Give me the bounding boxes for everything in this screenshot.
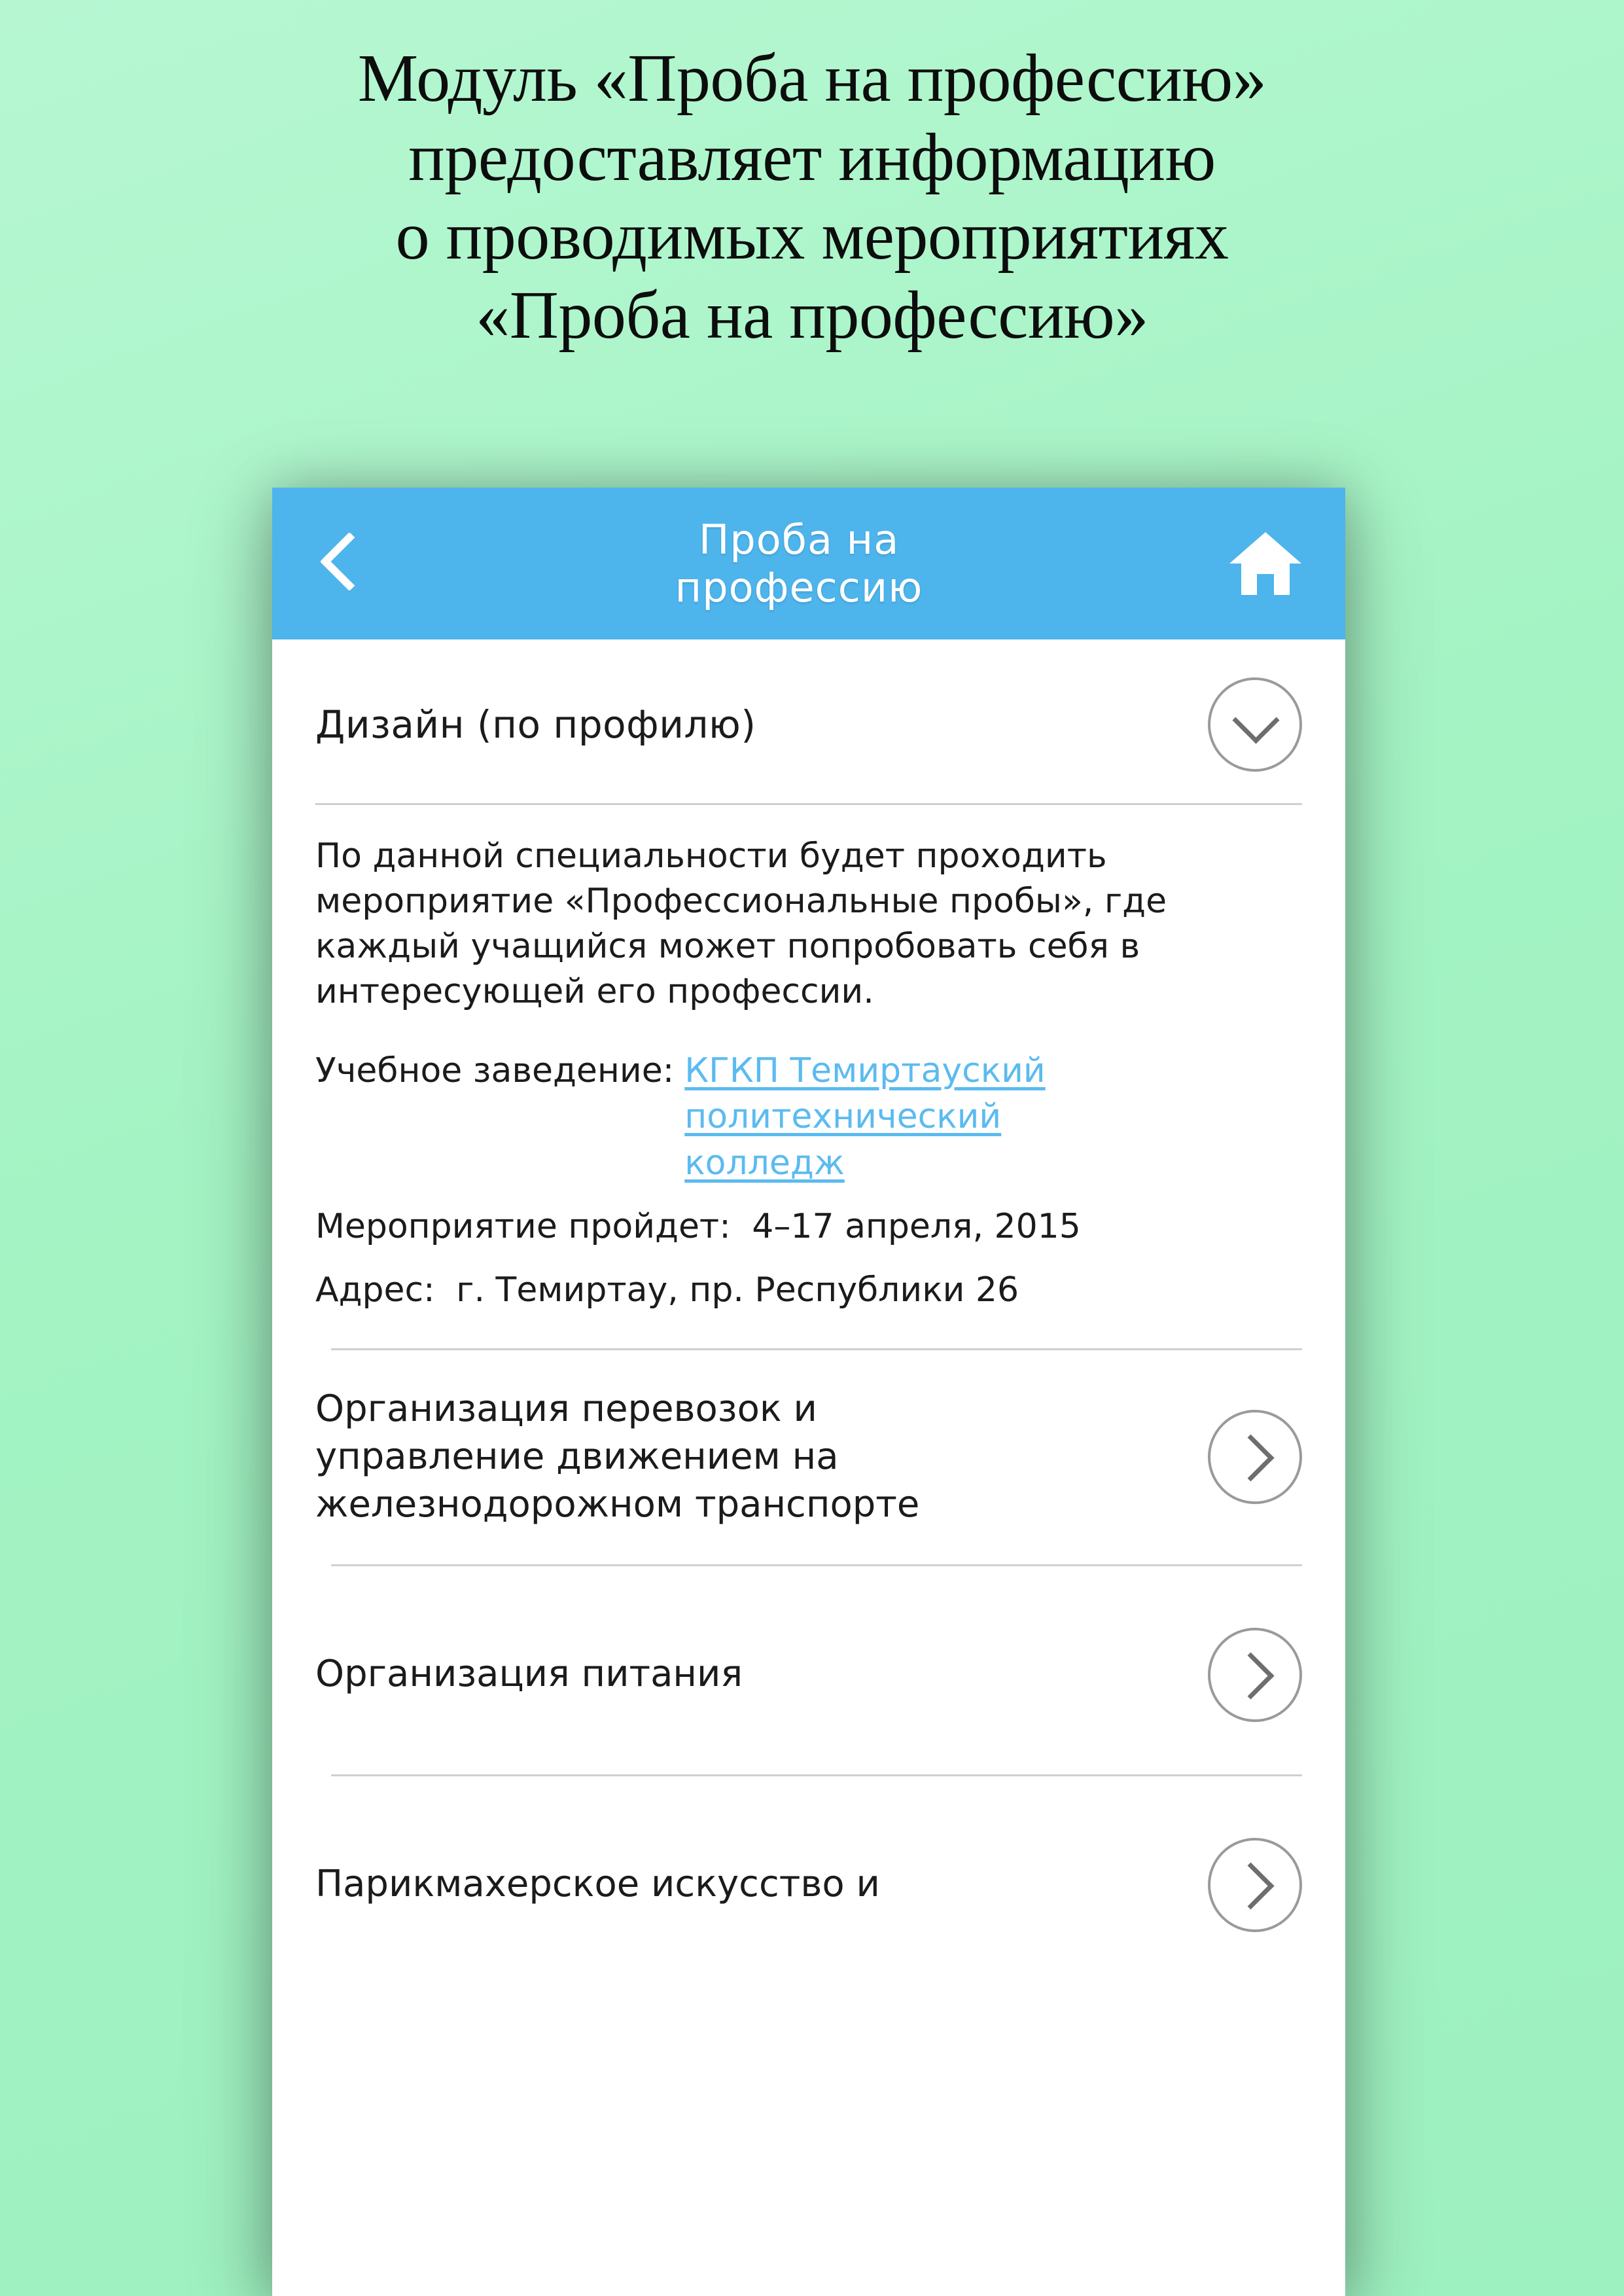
institution-link[interactable]	[684, 1048, 1045, 1187]
page-title-line-4: «Проба на профессию»	[476, 277, 1148, 353]
spacer	[272, 1566, 1345, 1592]
address-field	[272, 1250, 1345, 1314]
page-title-line-2: предоставляет информацию	[408, 119, 1216, 195]
institution-label: Учебное заведение:	[315, 1050, 675, 1090]
date-value: 4–17 апреля, 2015	[752, 1206, 1081, 1246]
chevron-right-icon[interactable]	[1208, 1410, 1302, 1504]
date-field	[272, 1187, 1345, 1250]
institution-field	[272, 1031, 1345, 1187]
spacer	[272, 1313, 1345, 1348]
app-screen	[272, 488, 1345, 2296]
app-bar-title-line-1: Проба на	[698, 515, 900, 564]
page-title-line-3: о проводимых мероприятиях	[395, 198, 1229, 274]
list-item-label: Парикмахерское искусство и	[315, 1863, 880, 1906]
institution-link-line-2[interactable]: политехнический	[684, 1097, 1002, 1137]
list-item[interactable]	[272, 1350, 1345, 1564]
spacer	[272, 1757, 1345, 1774]
content-area	[272, 639, 1345, 1967]
phone-screenshot	[272, 488, 1345, 2296]
app-bar	[272, 488, 1345, 639]
institution-link-line-1[interactable]: КГКП Темиртауский	[684, 1050, 1046, 1090]
list-item[interactable]	[272, 1592, 1345, 1757]
list-item-label: Организация перевозок и управление движением на железнодорожном транспорте	[315, 1388, 920, 1526]
item-description-text: По данной специальности будет проходить мероприятие «Профессиональные пробы», где каждый учащийся может попробовать себя в интересующей его профессии.	[315, 836, 1167, 1012]
item-description	[272, 805, 1345, 1031]
address-label: Адрес:	[315, 1270, 435, 1310]
institution-link-line-3[interactable]: колледж	[684, 1143, 845, 1183]
home-icon[interactable]	[1220, 521, 1311, 606]
chevron-right-icon[interactable]	[1208, 1628, 1302, 1722]
app-bar-title	[378, 516, 1220, 611]
list-item[interactable]	[272, 1803, 1345, 1967]
spacer	[272, 1776, 1345, 1803]
chevron-left-icon[interactable]	[306, 521, 378, 606]
date-label: Мероприятие пройдет:	[315, 1206, 731, 1246]
address-value: г. Темиртау, пр. Республики 26	[456, 1270, 1019, 1310]
list-item-expanded-header[interactable]	[272, 639, 1345, 803]
page-title-line-1: Модуль «Проба на профессию»	[357, 41, 1267, 116]
app-bar-title-line-2: профессию	[675, 564, 923, 611]
list-item-title: Дизайн (по профилю)	[315, 702, 756, 747]
chevron-right-icon[interactable]	[1208, 1838, 1302, 1932]
page-title	[0, 0, 1624, 355]
list-item-label: Организация питания	[315, 1653, 743, 1696]
chevron-down-icon[interactable]	[1208, 677, 1302, 772]
